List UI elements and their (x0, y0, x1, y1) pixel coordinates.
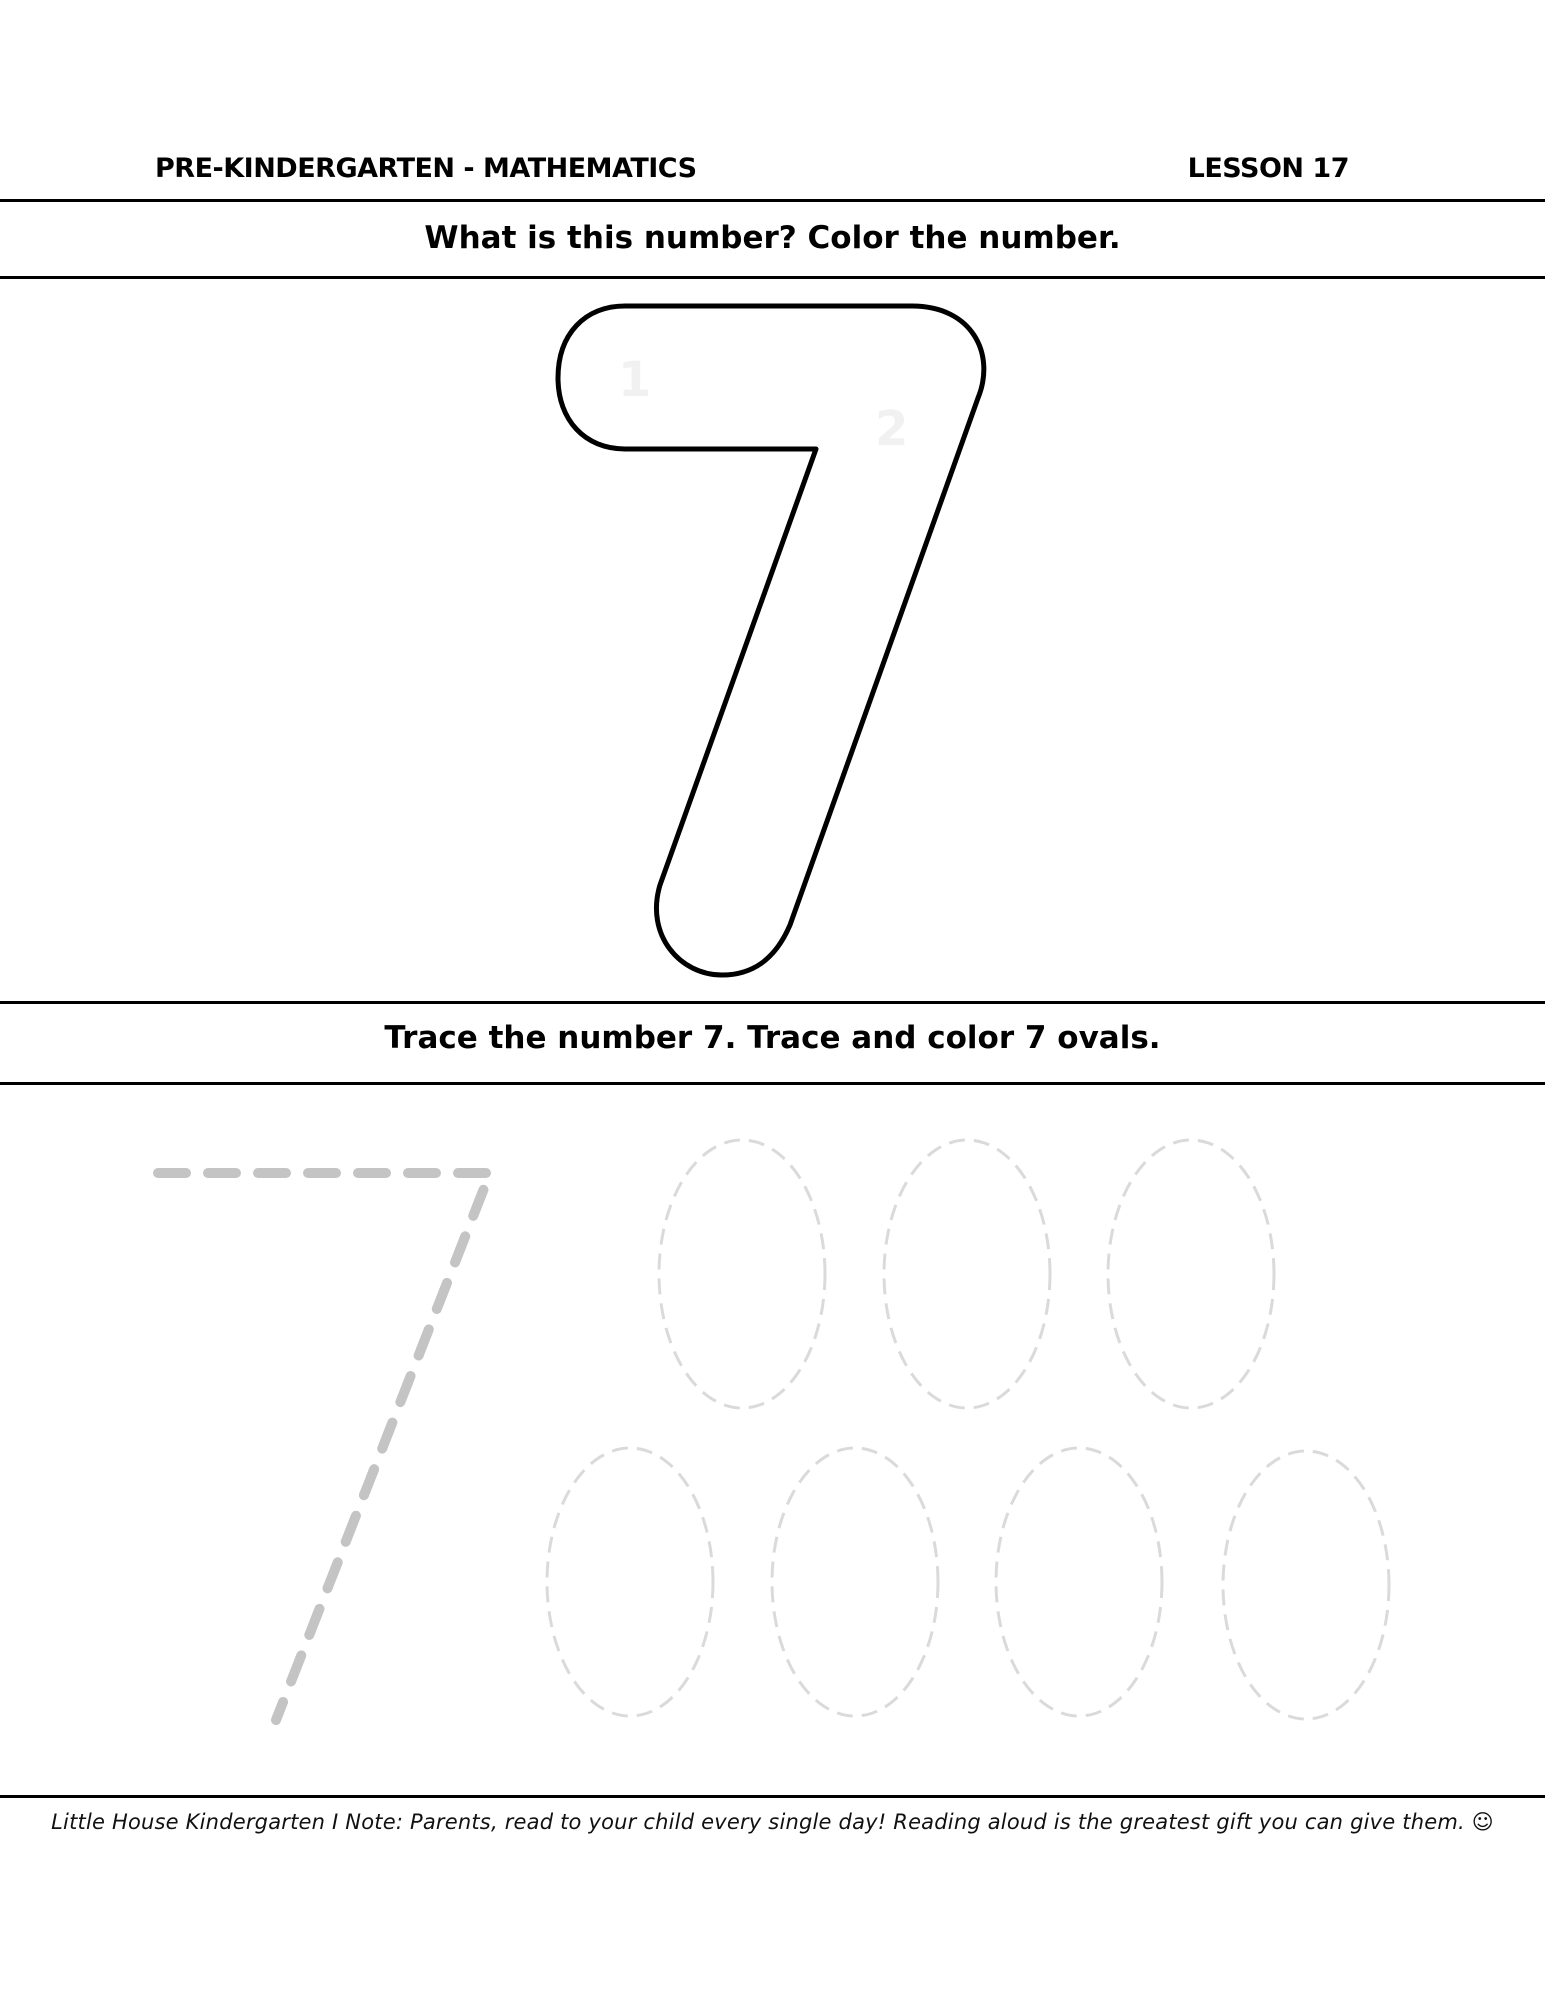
dashed-trace-seven[interactable] (158, 1173, 490, 1720)
footer-note: Little House Kindergarten I Note: Parents, read to your child every single day! Reading aloud is the greatest gift you can give them. ☺ (51, 1810, 1494, 1834)
trace-oval[interactable] (547, 1448, 713, 1716)
stroke-order-1: 1 (618, 352, 652, 408)
trace-oval[interactable] (884, 1140, 1050, 1408)
trace-oval[interactable] (772, 1448, 938, 1716)
lesson-label: LESSON 17 (1187, 153, 1349, 184)
subject-title: PRE-KINDERGARTEN - MATHEMATICS (155, 153, 697, 184)
trace-oval[interactable] (996, 1448, 1162, 1716)
tracing-area (0, 1100, 1545, 1800)
trace-instruction: Trace the number 7. Trace and color 7 ovals. (384, 1020, 1161, 1056)
stroke-order-2: 2 (875, 401, 909, 457)
trace-oval[interactable] (659, 1140, 825, 1408)
divider (0, 1082, 1545, 1085)
trace-oval[interactable] (1108, 1140, 1274, 1408)
trace-oval[interactable] (1223, 1451, 1389, 1719)
bottom-divider (0, 1795, 1545, 1798)
color-instruction: What is this number? Color the number. (424, 220, 1121, 256)
divider (0, 1001, 1545, 1004)
